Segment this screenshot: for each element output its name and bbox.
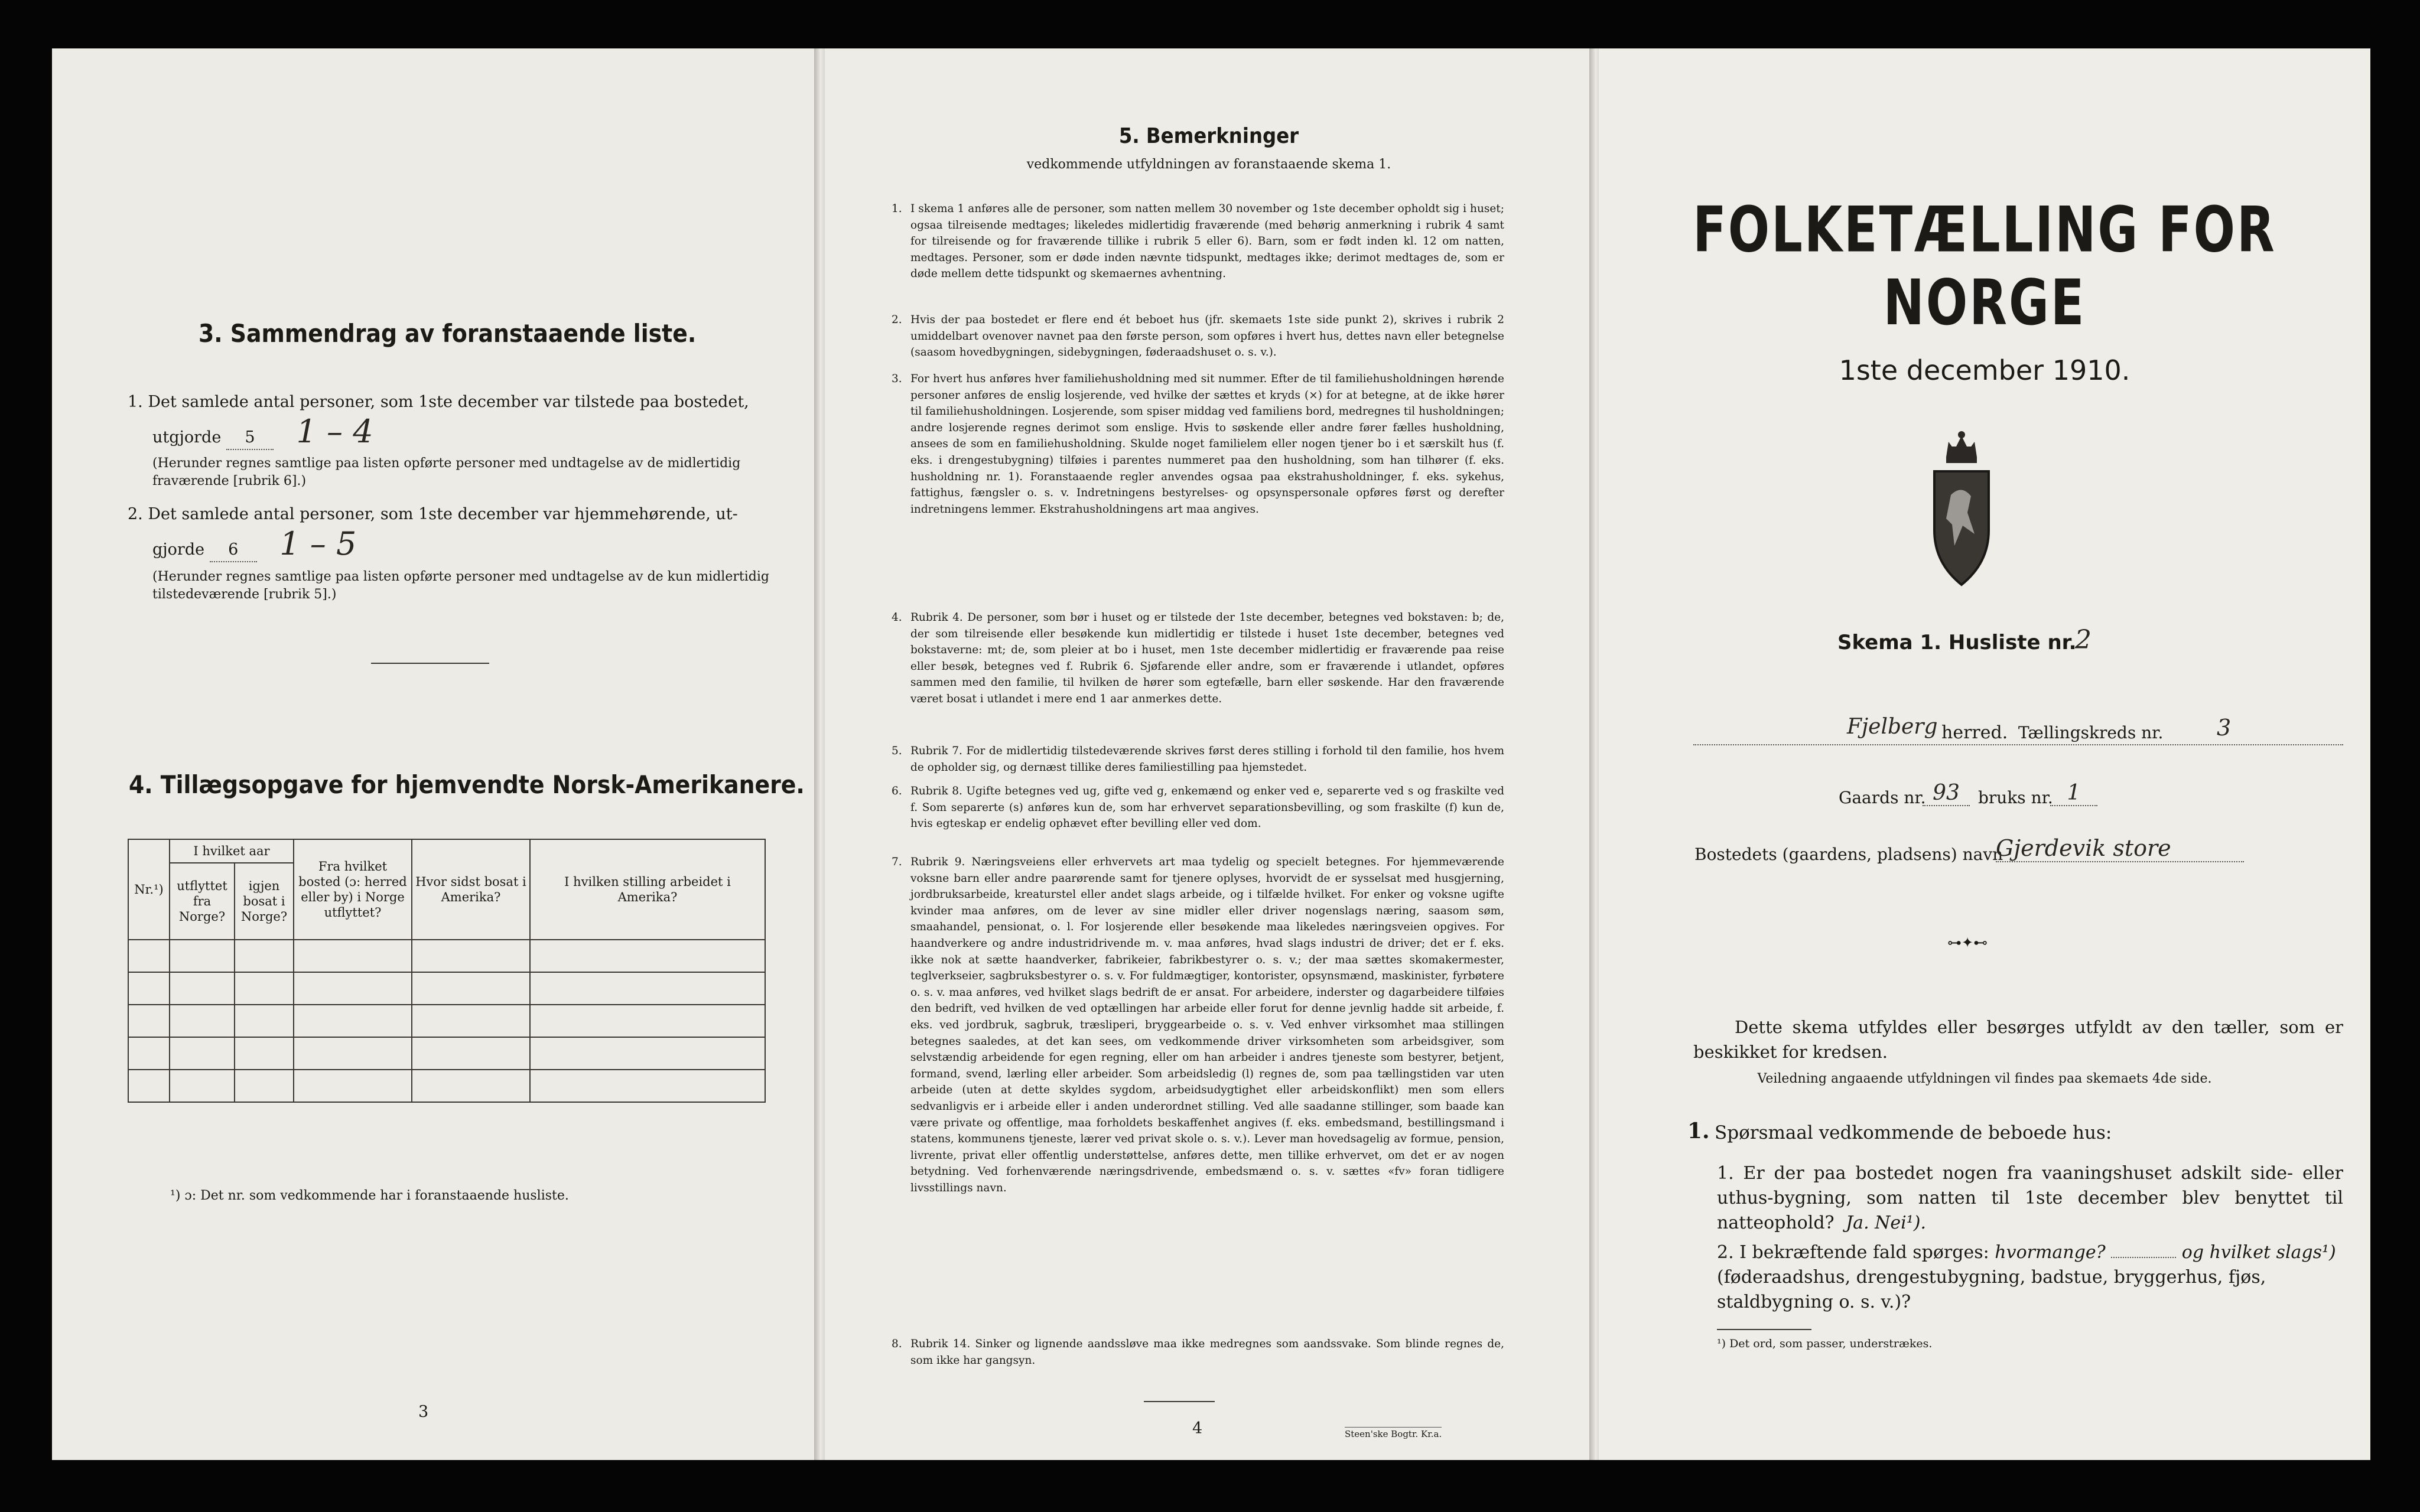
husliste-nr: 2	[2075, 625, 2092, 655]
left-page-number: 3	[418, 1403, 429, 1421]
remark-item	[892, 854, 1504, 1338]
remark-num: 2.	[892, 314, 902, 326]
remark-item	[892, 371, 1504, 607]
q1-utgjorde: utgjorde	[152, 428, 222, 447]
bosted-value: Gjerdevik store	[1996, 835, 2244, 862]
remark-num: 4.	[892, 611, 902, 624]
q2-note: (Herunder regnes samtlige paa listen opførte personer med undtagelse av de kun midlertidig tilstedeværende [rubrik 5].)	[152, 569, 769, 602]
table-row	[128, 972, 765, 1005]
remark-num: 1.	[892, 203, 902, 215]
remark-text: Rubrik 7. For de midlertidig tilstedeværende skrives først deres stilling i forhold til den familie, hos hvem de opholder sig, og dernæst tillike deres familiestilling paa hjemstedet.	[910, 745, 1504, 774]
q2-handwritten: 1 – 5	[279, 525, 357, 562]
q1-text: 1. Det samlede antal personer, som 1ste december var tilstede paa bostedet,	[128, 393, 749, 411]
veiledning-text: Veiledning angaaende utfyldningen vil findes paa skemaets 4de side.	[1757, 1071, 2212, 1086]
bruks-label: bruks nr.	[1978, 788, 2053, 807]
remark-num: 6.	[892, 785, 902, 797]
q1-note: (Herunder regnes samtlige paa listen opførte personer med undtagelse av de midlertidig fraværende [rubrik 6].)	[152, 456, 741, 488]
q2-utgjorde: gjorde	[152, 540, 205, 559]
kreds-label: Tællingskreds nr.	[2018, 723, 2164, 742]
table-row	[128, 1070, 765, 1102]
schema-label: Skema 1. Husliste nr.	[1837, 631, 2077, 654]
q1-answer: Ja. Nei¹).	[1846, 1213, 1927, 1233]
col-hvor-sidst: Hvor sidst bosat i Amerika?	[412, 839, 530, 940]
col-hvilket-aar: I hvilket aar	[170, 839, 294, 863]
coat-of-arms-icon	[1920, 430, 2003, 589]
printer-mark: Steen'ske Bogtr. Kr.a.	[1345, 1427, 1442, 1439]
remark-item	[892, 743, 1504, 778]
remark-item	[892, 610, 1504, 739]
col-utflyttet: utflyttet fra Norge?	[170, 863, 235, 940]
q1-value: 5	[226, 426, 274, 450]
gaards-value: 93	[1923, 781, 1970, 806]
table-row	[128, 940, 765, 972]
col-stilling: I hvilken stilling arbeidet i Amerika?	[530, 839, 765, 940]
q-heading-num: 1.	[1687, 1119, 1710, 1143]
bruks-value: 1	[2050, 781, 2097, 806]
section3-title: 3. Sammendrag av foranstaaende liste.	[199, 319, 697, 348]
remark-text: Rubrik 4. De personer, som bør i huset og er tilstede der 1ste december, betegnes ved bokstaven: b; de, der som tilreisende eller besøkende kun midlertidig er tilstede i huset 1ste december, betegnes ved bokstaverne: mt; de, som pleier at bo i huset, men 1ste december midlertidig er fraværende paa reise eller besøk, betegnes ved f. Rubrik 6. Sjøfarende eller andre, som er fraværende i utlandet, opføres sammen med den familie, til hvilken de hører som egtefælle, barn eller søskende. Har den fraværende været bosat i utlandet i mere end 1 aar anmerkes dette.	[910, 611, 1504, 705]
norsk-amerikanere-table	[128, 839, 766, 1103]
left-footnote: ¹) ɔ: Det nr. som vedkommende har i foranstaaende husliste.	[170, 1188, 569, 1203]
col-fra-hvilket: Fra hvilket bosted (ɔ: herred eller by) i Norge utflyttet?	[294, 839, 412, 940]
col-igjen-bosat: igjen bosat i Norge?	[235, 863, 294, 940]
table-row	[128, 1037, 765, 1070]
q1-handwritten: 1 – 4	[296, 413, 373, 450]
remark-text: I skema 1 anføres alle de personer, som natten mellem 30 november og 1ste december opholdt sig i huset; ogsaa tilreisende medtages; likeledes midlertidig fraværende (med behørig anmerkning i rubrik 4 samt for tilreisende og for fraværende tillike i rubrik 5 eller 6). Barn, som er født inden kl. 12 om natten, medtages. Personer, som er døde inden nævnte tidspunkt, medtages ikke; derimot medtages de, som er døde mellem dette tidspunkt og skemaernes avhentning.	[910, 203, 1504, 281]
q1-house-text	[1717, 1161, 2343, 1236]
fold-left	[814, 48, 825, 1460]
main-title: FOLKETÆLLING FOR NORGE	[1693, 193, 2276, 340]
remark-text: Rubrik 8. Ugifte betegnes ved ug, gifte ved g, enkemænd og enker ved e, separerte ved s og fraskilte ved f. Som separerte (s) anføres kun de, som har erhvervet separationsbevilling, og som fraskilte (f) kun de, hvis egteskap er endelig ophævet efter bevilling eller ved dom.	[910, 785, 1504, 830]
remark-item	[892, 312, 1504, 371]
q2-house-text	[1717, 1240, 2343, 1315]
divider	[1717, 1329, 1811, 1330]
remark-text: Hvis der paa bostedet er flere end ét beboet hus (jfr. skemaets 1ste side punkt 2), skrives i rubrik 2 umiddelbart ovenover navnet paa den første person, som opføres i hvert hus, dettes navn eller betegnelse (saasom hovedbygningen, sidebygningen, føderaadshuset o. s. v.).	[910, 314, 1504, 359]
section4-title: 4. Tillægsopgave for hjemvendte Norsk-Amerikanere.	[129, 770, 805, 799]
ornament-icon: ⊶✦⊷	[1947, 934, 1988, 951]
intro-text: Dette skema utfyldes eller besørges utfyldt av den tæller, som er beskikket for kredsen.	[1693, 1017, 2343, 1062]
q2-text: 2. Det samlede antal personer, som 1ste december var hjemmehørende, ut-	[128, 505, 738, 523]
q1-line	[152, 413, 743, 450]
remark-text: For hvert hus anføres hver familiehusholdning med sit nummer. Efter de til familiehusholdningen hørende personer anføres de enslig losjerende, ved hvilke der sættes et kryds (×) for at betegne, at de ikke hører til familiehusholdningen. Losjerende, som spiser middag ved familiens bord, medregnes til husholdningen; andre losjerende regnes derimot som enslige. Hvis to søskende eller andre fører fælles husholdning, ansees de som en familiehusholdning. Skulde noget familielem eller nogen tjener bo i et særskilt hus (f. eks. i drengestubygning) tilføies i parentes nummeret paa den husholdning, som han tilhører (f. eks. husholdning nr. 1). Foranstaaende regler anvendes ogsaa paa ekstrahusholdninger, f. eks. sykehus, fattighus, fængsler o. s. v. Indretningens bestyrelses- og opsynspersonale opføres først og derefter indretningens lemmer. Ekstrahusholdningens art maa angives.	[910, 373, 1504, 516]
divider	[371, 663, 489, 664]
q1-house: 1. Er der paa bostedet nogen fra vaaningshuset adskilt side- eller uthus-bygning, som natten til 1ste december blev benyttet til natteophold?	[1717, 1163, 2343, 1233]
remark-item	[892, 1336, 1504, 1371]
remark-num: 7.	[892, 856, 902, 868]
left-page	[52, 48, 814, 1460]
remark-num: 8.	[892, 1338, 902, 1350]
table-row	[128, 1005, 765, 1037]
divider	[1144, 1401, 1215, 1402]
gaards-label: Gaards nr.	[1839, 788, 1926, 807]
q2-value: 6	[210, 539, 257, 562]
remarks-subtitle: vedkommende utfyldningen av foranstaaende skema 1.	[1026, 157, 1391, 172]
q2-d: (føderaadshus, drengestubygning, badstue, bryggerhus, fjøs, staldbygning o. s. v.)?	[1717, 1267, 2266, 1312]
remark-text: Rubrik 14. Sinker og lignende aandssløve maa ikke medregnes som aandssvake. Som blinde regnes de, som ikke har gangsyn.	[910, 1338, 1504, 1367]
q2-b: hvormange?	[1995, 1242, 2106, 1263]
right-page	[1599, 48, 2370, 1460]
remark-num: 3.	[892, 373, 902, 385]
right-footnote: ¹) Det ord, som passer, understrækes.	[1717, 1337, 1933, 1350]
col-nr: Nr.¹)	[128, 839, 170, 940]
herred-value: Fjelberg	[1847, 715, 1938, 739]
kreds-value: 3	[2217, 715, 2232, 741]
q2-line	[152, 525, 743, 562]
remark-item	[892, 783, 1504, 848]
herred-label: herred.	[1941, 722, 2008, 743]
remark-item	[892, 201, 1504, 307]
q2-dots	[2111, 1257, 2176, 1258]
middle-page	[825, 48, 1593, 1460]
bosted-label: Bostedets (gaardens, pladsens) navn	[1694, 845, 2003, 864]
remark-num: 5.	[892, 745, 902, 757]
q-heading: Spørsmaal vedkommende de beboede hus:	[1715, 1122, 2112, 1143]
q2-c: og hvilket slags¹)	[2181, 1242, 2336, 1263]
remark-text: Rubrik 9. Næringsveiens eller erhvervets art maa tydelig og specielt betegnes. For hjemmeværende voksne barn eller andre paarørende samt for tjenere oplyses, hvorvidt de er sysselsat med husgjerning, jordbruksarbeide, kreaturstel eller andet slags arbeide, og i tilfælde hvilket. For enker og voksne ugifte kvinder maa anføres, om de lever av sine midler eller driver nogenslags næring, saasom søm, smaahandel, pensionat, o. l. For losjerende eller besøkende maa likeledes næringsveien opgives. For haandverkere og andre industridrivende m. v. maa anføres, hvad slags industri de driver; det er f. eks. ikke nok at sætte haandverker, fabrikeier, fabrikbestyrer o. s. v.; der maa sættes skomakermester, teglverkseier, sagbruksbestyrer o. s. v. For fuldmægtiger, kontorister, opsynsmænd, maskinister, fyrbøtere o. s. v. maa anføres, ved hvilket slags bedrift de er ansat. For arbeidere, inderster og dagarbeidere tilføies den bedrift, ved hvilken de ved optællingen har arbeide eller forut for denne jevnlig hadde sit arbeide, f. eks. ved jordbruk, sagbruk, træsliperi, bryggearbeide o. s. v. Ved enhver virksomhet maa stillingen betegnes saaledes, at det kan sees, om vedkommende driver virksomheten som arbeidsgiver, som selvstændig arbeidende for egen regning, eller om han arbeider i andres tjeneste som bestyrer, betjent, formand, svend, lærling eller arbeider. Som arbeidsledig (l) regnes de, som paa tællingstiden var uten arbeide (uten at dette skyldes sygdom, arbeidsudygtighet eller arbeidskonflikt) men som ellers sedvanligvis er i arbeide eller i anden underordnet stilling. Ved alle saadanne stillinger, som baade kan være private og offentlige, maa forholdets beskaffenhet angives (f. eks. embedsmand, bestillingsmand i statens, kommunens tjeneste, lærer ved privat skole o. s. v.). Lever man hovedsagelig av formue, pension, livrente, privat eller offentlig understøttelse, anføres dette, men tillike erhvervet, om det er av nogen betydning. Ved forhenværende næringsdrivende, embedsmænd o. s. v. sættes «fv» foran tidligere livsstillings navn.	[910, 856, 1504, 1194]
remarks-title: 5. Bemerkninger	[1118, 124, 1299, 148]
middle-page-number: 4	[1192, 1419, 1203, 1438]
q2-a: 2. I bekræftende fald spørges:	[1717, 1242, 1989, 1263]
census-date: 1ste december 1910.	[1839, 354, 2130, 386]
